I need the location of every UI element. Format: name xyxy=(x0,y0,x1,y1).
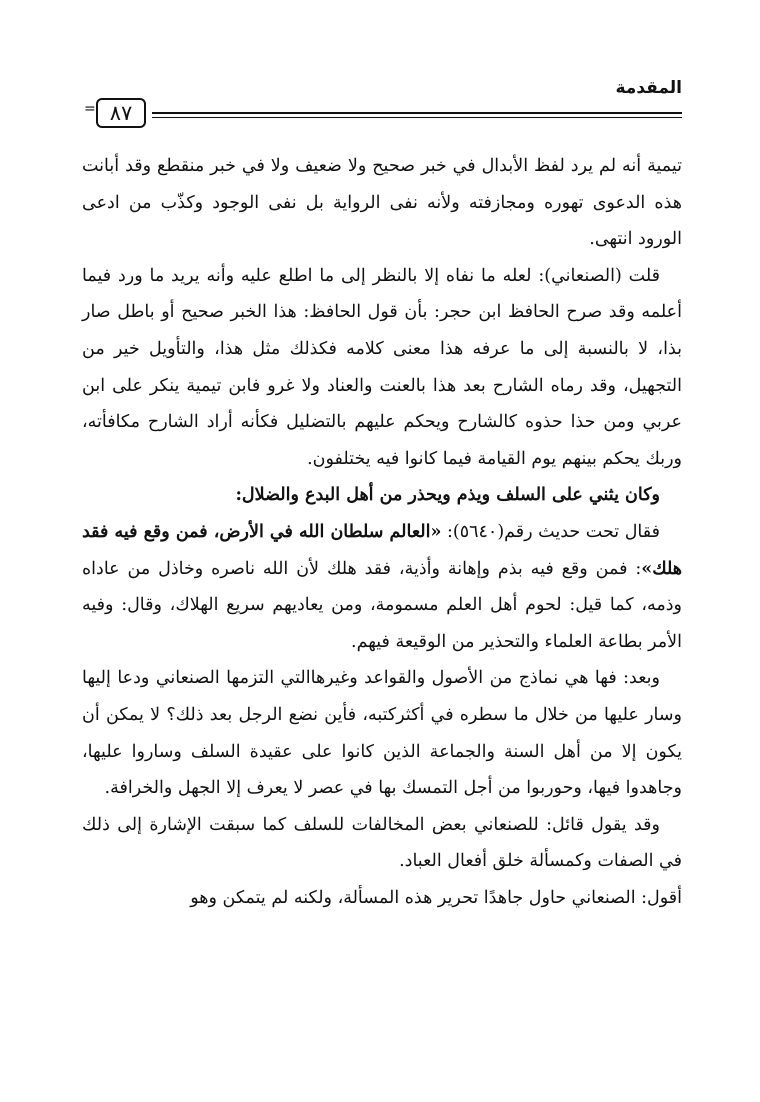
paragraph xyxy=(82,148,682,258)
paragraph xyxy=(82,660,682,806)
header-rule-top xyxy=(152,112,682,114)
bold-text-segment: «العالم سلطان الله في الأرض، فمن وقع فيه فقد هلك» xyxy=(82,521,682,579)
paragraph xyxy=(82,477,682,514)
text-segment: فقال تحت حديث رقم(٥٦٤٠): xyxy=(441,521,660,542)
header-rule-bottom xyxy=(152,117,682,118)
page-body xyxy=(82,148,682,916)
text-segment: قلت (الصنعاني): لعله ما نفاه إلا بالنظر إلى ما اطلع عليه وأنه يريد ما ورد فيما أعلمه وقد صرح الحافظ ابن حجر: بأن قول الحافظ: هذا الخبر صحيح أو باطل صار بذا، لا بالنسبة إلى ما عرفه هذا معنى كلامه فكذلك مثل هذا، والتأويل خير من التجهيل، وقد رماه الشارح بعد هذا بالعنت والعناد ولا غرو فابن تيمية ينكر على ابن عربي ومن حذا حذوه كالشارح ويحكم عليهم بالتضليل فكأنه أراد الشارح مكافأته، وربك يحكم بينهم يوم القيامة فيما كانوا فيه يختلفون. xyxy=(82,265,682,469)
text-segment: وقد يقول قائل: للصنعاني بعض المخالفات للسلف كما سبقت الإشارة إلى ذلك في الصفات وكمسألة خلق أفعال العباد. xyxy=(82,814,682,872)
header-ornament: = xyxy=(84,101,96,117)
text-segment: وبعد: فها هي نماذج من الأصول والقواعد وغيرهاالتي التزمها الصنعاني ودعا إليها وسار عليها من خلال ما سطره في أكثركتبه، فأين نضع الرجل بعد ذلك؟ لا يمكن أن يكون إلا من أهل السنة والجماعة الذين كانوا على عقيدة السلف وساروا عليها، وجاهدوا فيها، وحوربوا من أجل التمسك بها في عصر لا يعرف إلا الجهل والخرافة. xyxy=(82,668,682,799)
paragraph xyxy=(82,807,682,880)
chapter-title: المقدمة xyxy=(615,78,682,98)
page-number: ٨٧ xyxy=(96,98,146,128)
page-header xyxy=(82,78,682,128)
paragraph xyxy=(82,514,682,660)
paragraph xyxy=(82,880,682,917)
text-segment: تيمية أنه لم يرد لفظ الأبدال في خبر صحيح ولا ضعيف ولا في خبر منقطع وقد أبانت هذه الدعوى تهوره ومجازفته ولأنه نفى الرواية بل نفى الوجود وكذّب من ادعى الورود انتهى. xyxy=(82,156,682,250)
text-segment: : فمن وقع فيه بذم وإهانة وأذية، فقد هلك لأن الله ناصره وخاذل من عاداه وذمه، كما قيل: لحوم أهل العلم مسمومة، ومن يعاديهم سريع الهلاك، وقال: وفيه الأمر بطاعة العلماء والتحذير من الوقيعة فيهم. xyxy=(82,558,682,652)
paragraph xyxy=(82,258,682,478)
text-segment: أقول: الصنعاني حاول جاهدًا تحرير هذه المسألة، ولكنه لم يتمكن وهو xyxy=(190,887,682,908)
bold-text-segment: وكان يثني على السلف ويذم ويحذر من أهل البدع والضلال: xyxy=(235,485,660,506)
